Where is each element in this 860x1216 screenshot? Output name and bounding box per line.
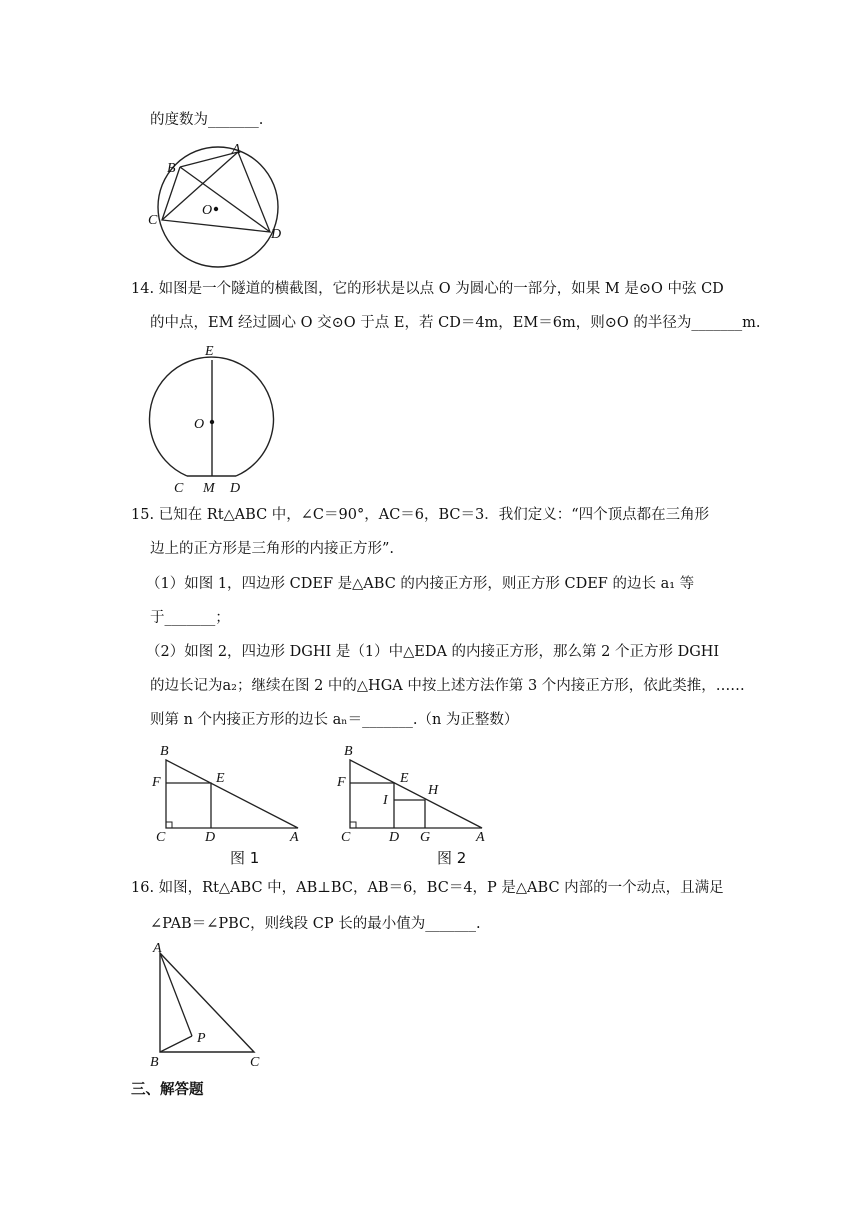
q15-line-1: 15. 已知在 Rt△ABC 中，∠C＝90°，AC＝6，BC＝3．我们定义：“四个顶点都在三角形 (131, 507, 710, 523)
label-e: E (400, 771, 409, 786)
q16-line-1: 16. 如图，Rt△ABC 中，AB⊥BC，AB＝6，BC＝4，P 是△ABC 内部的一个动点，且满足 (131, 880, 724, 896)
label-c: C (174, 481, 184, 495)
q13-circle-figure (140, 140, 300, 270)
label-o: O (194, 417, 205, 432)
q14-tunnel-figure (140, 340, 290, 495)
label-e: E (216, 771, 225, 786)
q15-line-7: 则第 n 个内接正方形的边长 aₙ＝_______.（n 为正整数） (150, 712, 519, 728)
label-c: C (341, 830, 351, 845)
label-d: D (205, 830, 216, 845)
label-a: A (153, 941, 162, 956)
q15-line-3: （1）如图 1，四边形 CDEF 是△ABC 的内接正方形，则正方形 CDEF 的边长 a₁ 等 (146, 576, 695, 592)
q13-answer-line: 的度数为_______. (150, 112, 264, 128)
label-b: B (150, 1055, 159, 1070)
label-b: B (160, 744, 169, 759)
triangle-abc (160, 953, 254, 1052)
center-point-o (214, 207, 218, 211)
label-h: H (428, 783, 439, 798)
section-heading: 三、解答题 (131, 1082, 204, 1098)
label-f: F (152, 775, 161, 790)
label-o: O (202, 203, 213, 218)
label-b: B (344, 744, 353, 759)
label-f: F (337, 775, 346, 790)
q15-line-6: 的边长记为a₂；继续在图 2 中的△HGA 中按上述方法作第 3 个内接正方形，依此类推，…… (150, 678, 745, 694)
right-angle-mark (166, 822, 172, 828)
label-c: C (156, 830, 166, 845)
right-angle-mark (350, 822, 356, 828)
q15-line-5: （2）如图 2，四边形 DGHI 是（1）中△EDA 的内接正方形，那么第 2 个正方形 DGHI (146, 644, 720, 660)
center-point-o (210, 420, 214, 424)
label-d: D (271, 227, 282, 242)
label-a: A (232, 142, 241, 157)
figure-1-caption: 图 1 (230, 849, 260, 867)
triangle-abc (166, 760, 298, 828)
q15-figure-2 (334, 738, 504, 868)
label-i: I (383, 793, 388, 808)
label-e: E (205, 344, 214, 359)
q16-triangle-figure (140, 938, 280, 1073)
label-a: A (476, 830, 485, 845)
q14-line-1: 14. 如图是一个隧道的横截图，它的形状是以点 O 为圆心的一部分，如果 M 是⊙O 中弦 CD (131, 281, 724, 297)
label-p: P (197, 1031, 206, 1046)
segment-bp (160, 1036, 192, 1052)
triangle-abc (350, 760, 482, 828)
label-m: M (203, 481, 215, 495)
label-d: D (389, 830, 400, 845)
q15-line-2: 边上的正方形是三角形的内接正方形”. (150, 541, 395, 557)
label-c: C (250, 1055, 260, 1070)
segment-ap (160, 953, 192, 1036)
square-cdef (166, 783, 211, 828)
square-dghi (394, 800, 425, 828)
q15-line-4: 于_______； (150, 610, 230, 626)
figure-2-caption: 图 2 (437, 849, 467, 867)
q14-line-2: 的中点，EM 经过圆心 O 交⊙O 于点 E，若 CD＝4m，EM＝6m，则⊙O 的半径为_______m. (150, 315, 761, 331)
label-d: D (230, 481, 241, 495)
label-a: A (290, 830, 299, 845)
q16-line-2: ∠PAB＝∠PBC，则线段 CP 长的最小值为_______. (150, 916, 481, 932)
label-b: B (167, 161, 176, 176)
q15-figure-1 (148, 738, 318, 868)
label-g: G (420, 830, 431, 845)
label-c: C (148, 213, 158, 228)
